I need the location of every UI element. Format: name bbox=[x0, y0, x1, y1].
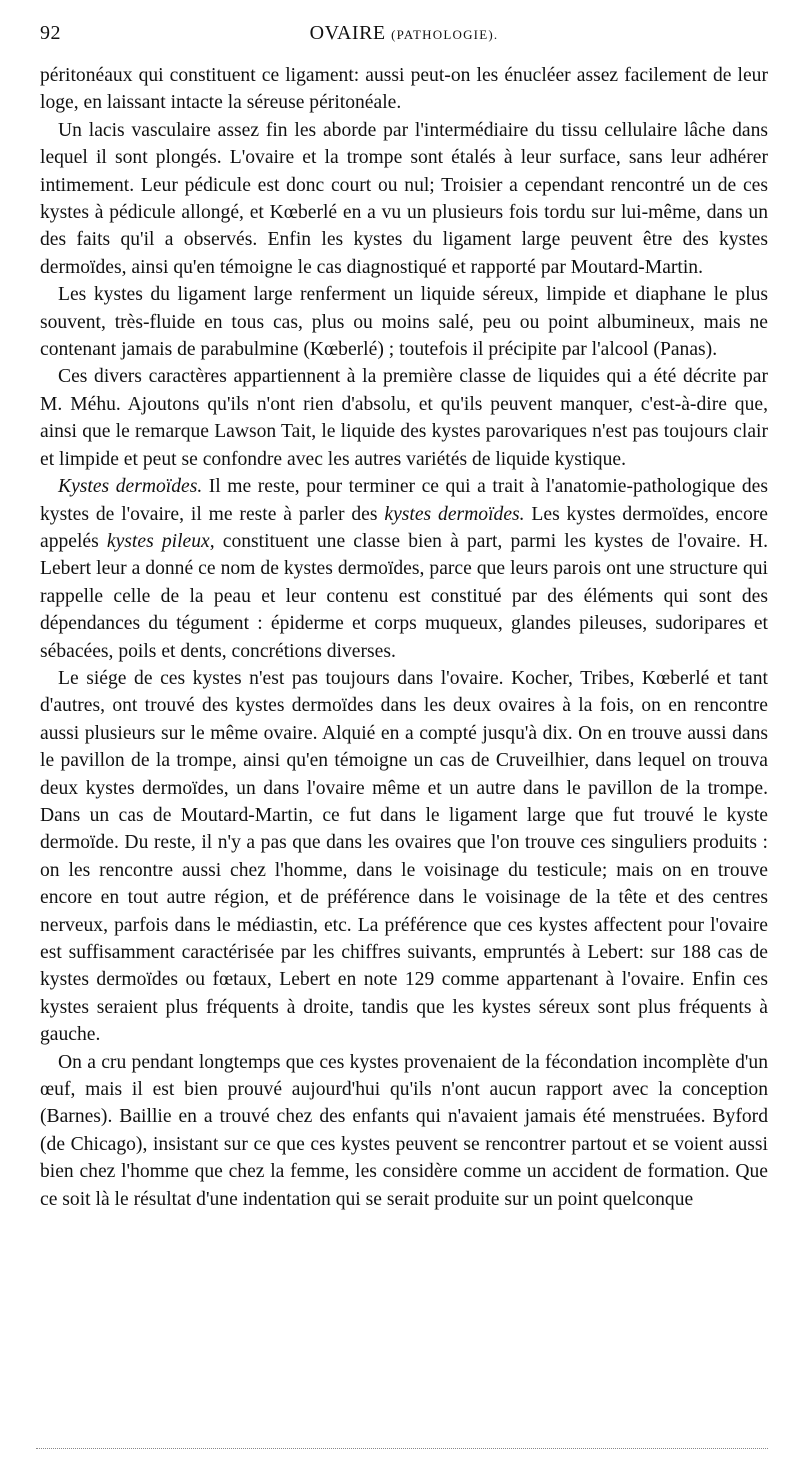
dermoid-italic-a: kystes dermoïdes. bbox=[384, 503, 525, 525]
page-header bbox=[40, 22, 768, 52]
paragraph-characters: Ces divers caractères appartiennent à la première classe de liquides qui a été décrite par M. Méhu. Ajoutons qu'ils n'ont rien d'absolu, et qu'ils peuvent manquer, c'est-à-dire que, ainsi que le remarque Lawson Tait, le liquide des kystes parovariques n'est pas toujours clair et limpide et peut se confondre avec les autres variétés de liquide kystique. bbox=[40, 366, 768, 470]
paragraph-location: Le siége de ces kystes n'est pas toujours dans l'ovaire. Kocher, Tribes, Kœberlé et tant d'autres, ont trouvé des kystes dermoïdes dans les deux ovaires à la fois, on en rencontre aussi plusieurs sur le même ovaire. Alquié en a compté jusqu'à dix. On en trouve aussi dans le pavillon de la trompe, ainsi qu'en témoigne un cas de Cruveilhier, dans lequel on trouva deux kystes dermoïdes, un dans l'ovaire même et un autre dans le pavillon de la trompe. Dans un cas de Moutard-Martin, ce fut dans le ligament large que fut trouvé le kyste dermoïde. Du reste, il n'y a pas que dans les ovaires que l'on trouve ces singuliers produits : on les rencontre aussi chez l'homme, dans le voisinage du testicule; mais on en trouve encore en tout autre région, et de préférence dans le voisinage de la tête et des centres nerveux, parfois dans le médiastin, etc. La préférence que ces kystes affectent pour l'ovaire est suffisamment caractérisée par les chiffres suivants, empruntés à Lebert: sur 188 cas de kystes dermoïdes ou fœtaux, Lebert en note 129 comme appartenant à l'ovaire. Enfin ces kystes seraient plus fréquents à droite, tandis que les kystes séreux sont plus fréquents à gauche. bbox=[40, 667, 768, 1046]
paragraph-dermoid-intro bbox=[40, 473, 768, 665]
dermoid-text-c: constituent une classe bien à part, parmi les kystes de l'ovaire. H. Lebert leur a donné ce nom de kystes dermoïdes, parce que leurs parois ont une structure qui rappelle celle de la peau et leur contenu est constitué par des éléments qui sont des dépendances du tégument : épiderme et corps muqueux, glandes pileuses, sudoripares et sébacées, poils et dents, concrétions diverses. bbox=[40, 530, 768, 662]
paragraph-continuation: péritonéaux qui constituent ce ligament: aussi peut-on les énucléer assez facilement de leur loge, en laissant intacte la séreuse péritonéale. bbox=[40, 65, 768, 114]
paragraph-liquid: Les kystes du ligament large renferment un liquide séreux, limpide et diaphane le plus souvent, très-fluide en tous cas, plus ou moins salé, peu ou point albumineux, mais ne contenant jamais de parabulmine (Kœberlé) ; toutefois il précipite par l'alcool (Panas). bbox=[40, 284, 768, 361]
paragraph-vascular: Un lacis vasculaire assez fin les aborde par l'intermédiaire du tissu cellulaire lâche dans lequel il sont plongés. L'ovaire et la trompe sont étalés à leur surface, sans leur adhérer intimement. Leur pédicule est donc court ou nul; Troisier a cependant rencontré un de ces kystes à pédicule allongé, et Kœberlé en a vu un plusieurs fois tordu sur lui-même, dans un des faits qu'il a observés. Enfin les kystes du ligament large peuvent être des kystes dermoïdes, ainsi qu'en témoigne le cas diagnostiqué et rapporté par Moutard-Martin. bbox=[40, 119, 768, 278]
dermoid-italic-b: kystes pileux, bbox=[106, 530, 215, 552]
paragraph-origin: On a cru pendant longtemps que ces kystes provenaient de la fécondation incomplète d'un œuf, mais il est bien prouvé aujourd'hui qu'ils n'ont aucun rapport avec la conception (Barnes). Baillie en a trouvé chez des enfants qui n'avaient jamais été menstruées. Byford (de Chicago), insistant sur ce que ces kystes peuvent se rencontrer partout et se voient aussi bien chez l'homme que chez la femme, les considère comme un accident de formation. Que ce soit là le résultat d'une indentation qui se serait produite sur un point quelconque bbox=[40, 1051, 768, 1210]
section-heading-dermoid: Kystes dermoïdes. bbox=[58, 476, 203, 498]
footer-dotted-rule bbox=[36, 1448, 768, 1449]
page-number: 92 bbox=[40, 22, 61, 44]
page-body bbox=[40, 62, 768, 1213]
running-title-main: OVAIRE bbox=[309, 22, 386, 44]
running-title-sub: (PATHOLOGIE). bbox=[391, 27, 499, 42]
running-title bbox=[40, 22, 768, 45]
dermoid-text-b: Les kystes dermoïdes, encore appelés bbox=[40, 503, 768, 552]
dermoid-text-a: Il me reste, pour terminer ce qui a trait à l'anatomie-pathologique des kystes de l'ovaire, il me reste à parler des bbox=[40, 476, 768, 525]
